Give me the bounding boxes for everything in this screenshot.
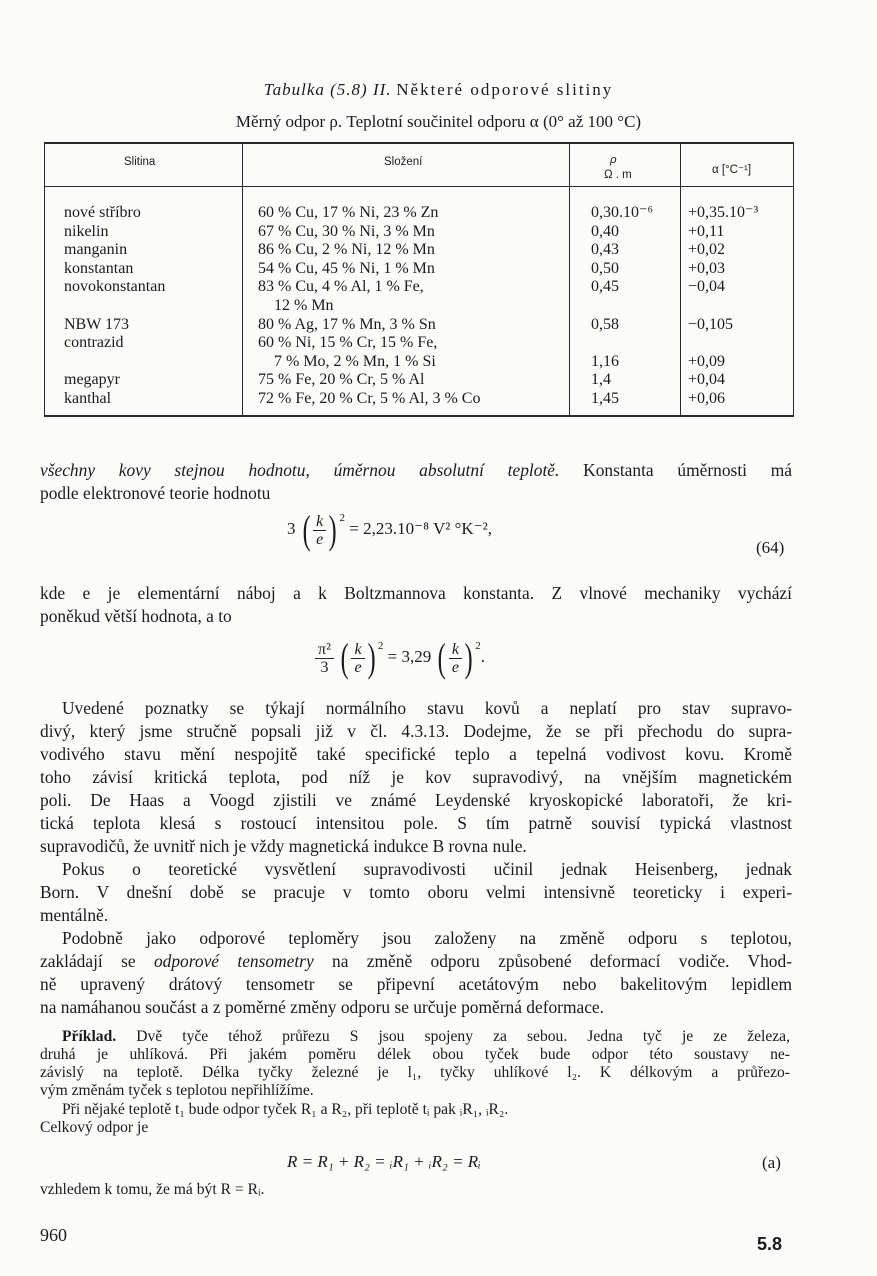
- table-subtitle: Měrný odpor ρ. Teplotní součinitel odporu α (0° až 100 °C): [235, 112, 642, 131]
- paragraph-line: všechny kovy stejnou hodnotu, úměrnou absolutní teplotě. Konstanta úměrnosti má: [40, 460, 792, 480]
- paragraph-line: Podobně jako odporové teploměry jsou založeny na změně odporu s teplotou,: [62, 928, 792, 948]
- paragraph-line: divý, který jsme stručně popsali již v čl. 4.3.13. Dodejme, že se při přechodu do supra-: [40, 721, 792, 741]
- equation-wave-mechanics: $\frac{\text{π²}}{3}$ ( $\frac{k}{e}$ ) $^2$ = 3,29 ( $\frac{k}{e}$ ) $^2$.: [315, 638, 485, 678]
- paragraph-line: toho závisí kritická teplota, pod níž je kov supravodivý, na vnějším magnetickém: [40, 767, 792, 787]
- header-alpha: α [°C⁻¹]: [712, 164, 752, 176]
- header-rho-top: ρ: [610, 154, 617, 166]
- paragraph-line: poli. De Haas a Voogd zjistili ve známé Leydenské kryoskopické laboratoři, že kri-: [40, 790, 792, 810]
- paragraph-line: Pokus o teoretické vysvětlení supravodivosti učinil jednak Heisenberg, jednak: [62, 859, 792, 879]
- example-line: Příklad. Dvě tyče téhož průřezu S jsou spojeny za sebou. Jedna tyč je ze železa,: [62, 1028, 790, 1045]
- table-label: Tabulka (5.8) II.: [263, 80, 392, 99]
- resistivity-column: 0,30.10⁻⁶ 0,40 0,43 0,50 0,45 0,58 1,16 1,4 1,45: [591, 204, 654, 407]
- example-line: vzhledem k tomu, že má být R = Rᵢ.: [40, 1181, 265, 1198]
- equation-number: (64): [756, 538, 785, 557]
- paragraph-line: poněkud větší hodnota, a to: [40, 606, 232, 626]
- equation-number: (a): [762, 1153, 781, 1172]
- paragraph-line: zakládají se odporové tensometry na změně odporu způsobené deformací vodiče. Vhod-: [40, 951, 792, 971]
- header-rho-bottom: Ω . m: [604, 169, 632, 181]
- equation-a: R = R₁ + R₂ = ᵢR₁ + ᵢR₂ = Rᵢ: [287, 1152, 481, 1171]
- example-line: závislý na teplotě. Délka tyčky železné je l₁, tyčky uhlíkové l₂. K délkovým a průřezo-: [40, 1064, 790, 1081]
- header-composition: Složení: [384, 156, 423, 168]
- example-line: Při nějaké teplotě t₁ bude odpor tyček R₁ a R₂, při teplotě tᵢ pak ᵢR₁, ᵢR₂.: [62, 1101, 509, 1118]
- composition-column: 60 % Cu, 17 % Ni, 23 % Zn 67 % Cu, 30 % Ni, 3 % Mn 86 % Cu, 2 % Ni, 12 % Mn 54 % Cu, 45 % Ni, 1 % Mn 83 % Cu, 4 % Al, 1 % Fe, 12 % Mn 80 % Ag, 17 % Mn, 3 % Sn 60 % Ni, 15 % Cr, 15 % Fe, 7 % Mo, 2 % Mn, 1 % Si 75 % Fe, 20 % Cr, 5 % Al 72 % Fe, 20 % Cr, 5 % Al, 3 % Co: [258, 204, 481, 407]
- section-number: 5.8: [757, 1234, 783, 1254]
- paragraph-line: kde e je elementární náboj a k Boltzmannova konstanta. Z vlnové mechaniky vychází: [40, 583, 792, 603]
- paragraph-line: vodivého stavu mění nespojitě také specifické teplo a tepelná vodivost kovu. Kromě: [40, 744, 792, 764]
- example-line: druhá je uhlíková. Při jakém poměru délek obou tyček bude odpor této soustavy ne-: [40, 1046, 790, 1063]
- paragraph-line: supravodičů, že uvnitř nich je vždy magnetická indukce B rovna nule.: [40, 836, 527, 856]
- coefficient-column: +0,35.10⁻³ +0,11 +0,02 +0,03 −0,04 −0,105 +0,09 +0,04 +0,06: [688, 204, 759, 407]
- paragraph-line: Born. V dnešní době se pracuje v tomto oboru velmi intensivně teoreticky i experi-: [40, 882, 792, 902]
- alloy-table: [44, 142, 794, 417]
- paragraph-line: tická teplota klesá s rostoucí intensitou pole. S tím patrně souvisí typická vlastnost: [40, 813, 792, 833]
- paragraph-line: Uvedené poznatky se týkají normálního stavu kovů a neplatí pro stav supravo-: [62, 698, 792, 718]
- header-alloy: Slitina: [124, 156, 156, 168]
- alloy-column: nové stříbro nikelin manganin konstantan novokonstantan NBW 173 contrazid megapyr kanthal: [64, 204, 166, 407]
- paragraph-line: podle elektronové teorie hodnotu: [40, 483, 271, 503]
- example-line: Celkový odpor je: [40, 1119, 149, 1136]
- page-number: 960: [40, 1225, 67, 1245]
- equation-64: 3 ( $\frac{k}{e}$ ) $^2$ = 2,23.10⁻⁸ V² °K⁻²,: [287, 507, 492, 552]
- example-line: vým změnám tyček s teplotou nepřihlížíme.: [40, 1082, 314, 1099]
- example-label: Příklad.: [62, 1028, 117, 1045]
- paragraph-line: na namáhanou součást a z poměrné změny odporu se určuje poměrná deformace.: [40, 997, 604, 1017]
- table-caption: [0, 80, 877, 100]
- paragraph-line: ně upravený drátový tensometr se připevní acetátovým nebo bakelitovým lepidlem: [40, 974, 792, 994]
- table-title: Některé odporové slitiny: [396, 80, 614, 99]
- paragraph-line: mentálně.: [40, 905, 109, 925]
